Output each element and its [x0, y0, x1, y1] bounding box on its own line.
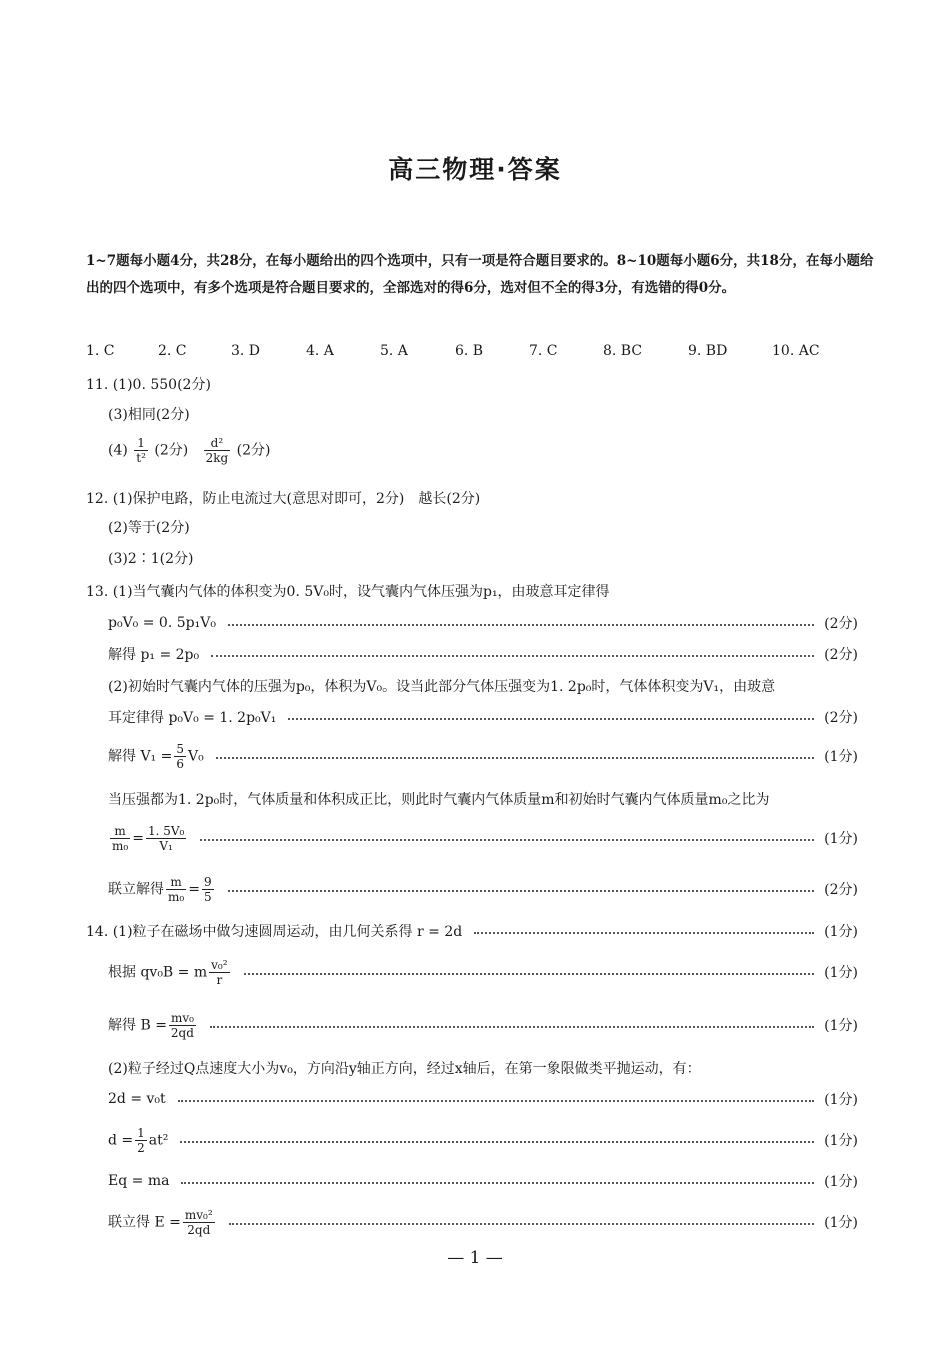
fraction: $\frac{1}{\text{t²}}$ — [136, 436, 146, 465]
dot-leader — [244, 973, 815, 975]
q13-part1: 13. (1)当气囊内气体的体积变为0. 5V₀时，设气囊内气体压强为p₁，由玻意耳定律得 — [86, 584, 610, 600]
fraction: $\frac{m}{\text{m₀}}$ — [112, 823, 129, 853]
q13-eq6: 联立解得 $\frac{m}{\text{m₀}}$ = $\frac{9}{5}$ (2分) — [108, 874, 858, 904]
q14-eq7: 联立得 E = $\frac{\text{mv₀²}}{2qd}$ (1分) — [108, 1207, 858, 1237]
q13-eq1: p₀V₀ = 0. 5p₁V₀ (2分) — [108, 615, 858, 632]
fraction: $\frac{\text{v₀²}}{r}$ — [211, 957, 228, 987]
q14-eq3: 解得 B = $\frac{\text{mv₀}}{2qd}$ (1分) — [108, 1010, 858, 1040]
q14-eq4: 2d = v₀t (1分) — [108, 1091, 858, 1108]
answer-5: 5. A — [380, 343, 408, 359]
dot-leader — [178, 1100, 815, 1102]
answer-1: 1. C — [86, 343, 115, 359]
dot-leader — [180, 1141, 814, 1143]
q11-part3: (3)相同(2分) — [108, 407, 190, 423]
fraction: $\frac{\text{d²}}{2kg}$ — [205, 436, 229, 465]
answer-8: 8. BC — [603, 343, 643, 359]
q14-eq6: Eq = ma (1分) — [108, 1173, 858, 1190]
fraction: $\frac{\text{mv₀}}{2qd}$ — [170, 1010, 194, 1040]
answer-3: 3. D — [231, 343, 261, 359]
q12-part1: 12. (1)保护电路，防止电流过大(意思对即可，2分) 越长(2分) — [86, 491, 481, 507]
answer-6: 6. B — [455, 343, 484, 359]
q13-eq2: 解得 p₁ = 2p₀ (2分) — [108, 647, 858, 663]
q13-part3: 当压强都为1. 2p₀时，气体质量和体积成正比，则此时气囊内气体质量m和初始时气囊内气体质量m₀之比为 — [108, 792, 770, 808]
fraction: $\frac{9}{5}$ — [203, 874, 212, 904]
dot-leader — [200, 839, 814, 841]
fraction: $\frac{5}{6}$ — [176, 741, 184, 771]
answer-2: 2. C — [158, 343, 187, 359]
dot-leader — [216, 757, 814, 759]
q14-eq1: 14. (1)粒子在磁场中做匀速圆周运动，由几何关系得 r = 2d (1分) — [86, 924, 858, 940]
fraction: $\frac{m}{\text{m₀}}$ — [168, 874, 185, 904]
q13-eq4: 解得 V₁ = $\frac{5}{6}$ V₀ (1分) — [108, 741, 858, 771]
answer-7: 7. C — [529, 343, 558, 359]
dot-leader — [210, 1026, 814, 1028]
q12-part2: (2)等于(2分) — [108, 520, 190, 536]
q14-part2: (2)粒子经过Q点速度大小为v₀，方向沿y轴正方向，经过x轴后，在第一象限做类平抛运动，有： — [108, 1061, 701, 1077]
scoring-instructions: 1~7题每小题4分，共28分，在每小题给出的四个选项中，只有一项是符合题目要求的。8~10题每小题6分，共18分，在每小题给出的四个选项中，有多个选项是符合题目要求的，全部选对的得6分，选对但不全的得3分，有选错的得0分。 — [86, 253, 874, 296]
answer-9: 9. BD — [688, 343, 728, 359]
page-title: 高三物理·答案 — [388, 155, 562, 184]
q12-part3: (3)2∶1(2分) — [108, 551, 194, 567]
q14-eq2: 根据 qv₀B = m $\frac{\text{v₀²}}{r}$ (1分) — [108, 957, 858, 987]
q14-eq5: d = $\frac{1}{2}$ at² (1分) — [108, 1125, 858, 1155]
q11-part1: 11. (1)0. 550(2分) — [86, 377, 211, 393]
q13-eq3: 耳定律得 p₀V₀ = 1. 2p₀V₁ (2分) — [108, 710, 858, 726]
dot-leader — [288, 718, 814, 720]
fraction: $\frac{1}{2}$ — [137, 1125, 145, 1155]
fraction: $\frac{\text{mv₀²}}{2qd}$ — [184, 1207, 213, 1237]
q11-part4: (4) $\frac{1}{\text{t²}}$ (2分) $\frac{\text{d²}}{2kg}$ (2分) — [108, 436, 271, 465]
fraction: $\frac{\text{1. 5V₀}}{\text{V₁}}$ — [147, 823, 185, 853]
dot-leader — [211, 655, 814, 657]
page-number: — 1 — — [447, 1248, 503, 1268]
answer-10: 10. AC — [772, 343, 820, 359]
dot-leader — [228, 624, 814, 626]
q13-part2: (2)初始时气囊内气体的压强为p₀，体积为V₀。设当此部分气体压强变为1. 2p₀时，气体体积变为V₁，由玻意 — [108, 679, 776, 695]
dot-leader — [474, 932, 814, 934]
dot-leader — [229, 1223, 815, 1225]
answer-4: 4. A — [306, 343, 334, 359]
q13-eq5: $\frac{m}{\text{m₀}}$ = $\frac{\text{1. 5V₀}}{\text{V₁}}$ (1分) — [112, 823, 858, 853]
dot-leader — [181, 1182, 814, 1184]
dot-leader — [228, 890, 815, 892]
